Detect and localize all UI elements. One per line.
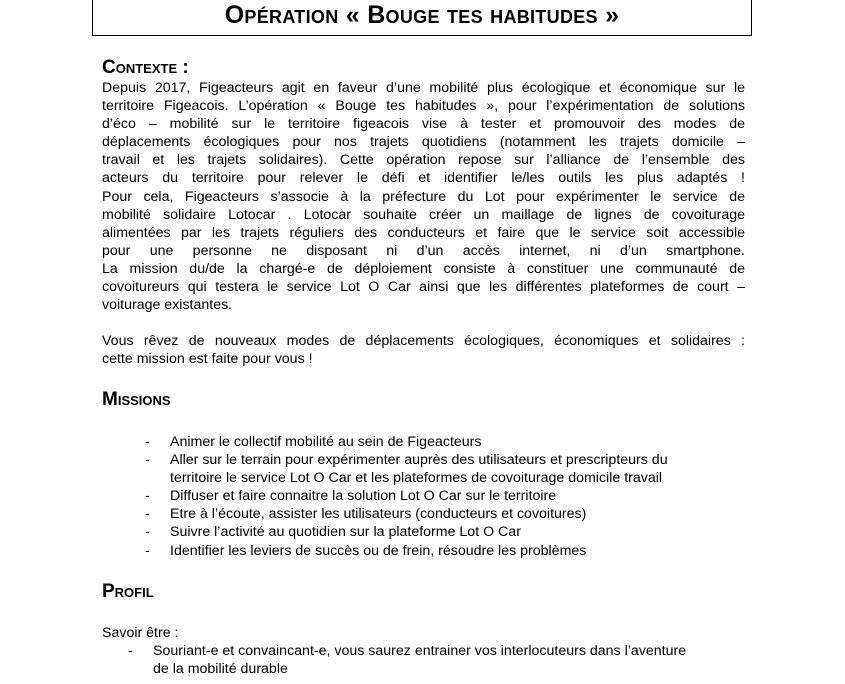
list-item-line: territoire le service Lot O Car et les plateformes de covoiturage domicile travail xyxy=(170,470,663,487)
contexte-paragraph xyxy=(102,79,745,314)
list-item-line: - Diffuser et faire connaitre la solution Lot O Car sur le territoire xyxy=(170,488,557,505)
paragraph-line: territoire Figeacois. L’opération « Bouge tes habitudes », pour l’expérimentation de solutions xyxy=(102,98,745,115)
list-item xyxy=(145,505,668,523)
paragraph-line: mobilité solidaire Lotocar . Lotocar souhaite créer un maillage de lignes de covoiturage xyxy=(102,206,745,223)
list-item-line: - Etre à l’écoute, assister les utilisateurs (conducteurs et covoitures) xyxy=(170,506,587,523)
list-item-line: - Suivre l’activité au quotidien sur la plateforme Lot O Car xyxy=(170,524,521,541)
contexte-closing-paragraph xyxy=(102,332,745,368)
list-item-line: de la mobilité durable xyxy=(153,661,288,678)
list-item xyxy=(128,642,686,678)
list-item-line: - Identifier les leviers de succès ou de frein, résoudre les problèmes xyxy=(170,542,587,559)
title-box xyxy=(92,0,752,36)
list-item xyxy=(145,487,668,505)
list-item-line: - Aller sur le terrain pour expérimenter auprès des utilisateurs et prescripteurs du xyxy=(170,452,668,469)
missions-list xyxy=(145,433,668,560)
page-title: Opération « Bouge tes habitudes » xyxy=(224,1,620,29)
paragraph-line: covoitureurs qui testera le service Lot O Car ainsi que les différentes plateformes de court – xyxy=(102,279,745,296)
missions-heading: Missions xyxy=(102,389,171,410)
list-item xyxy=(145,451,668,487)
paragraph-line: travail et les trajets solidaires). Cette opération repose sur l’alliance de l’ensemble des xyxy=(102,152,745,169)
paragraph-line: voiturage existantes. xyxy=(102,297,233,314)
paragraph-line: déplacements écologiques pour nos trajets quotidiens (notamment les trajets domicile – xyxy=(102,134,745,151)
profil-heading: Profil xyxy=(102,581,154,602)
paragraph-line: Depuis 2017, Figeacteurs agit en faveur d’une mobilité plus écologique et économique sur le xyxy=(102,80,745,96)
paragraph-line: cette mission est faite pour vous ! xyxy=(102,351,313,368)
contexte-heading: Contexte : xyxy=(102,57,189,78)
list-item-line: - Souriant-e et convaincant-e, vous saurez entrainer vos interlocuteurs dans l’aventure xyxy=(153,643,687,659)
paragraph-line: Vous rêvez de nouveaux modes de déplacements écologiques, économiques et solidaires : xyxy=(102,333,745,349)
savoir-etre-label: Savoir être : xyxy=(102,625,179,641)
paragraph-line: alimentées par les trajets réguliers des conducteurs et faire que le service soit accessible xyxy=(102,224,745,241)
profil-list xyxy=(128,642,686,678)
paragraph-line: d’éco – mobilité sur le territoire figeacois vise à tester et promouvoir des modes de xyxy=(102,116,745,133)
list-item xyxy=(145,542,668,560)
paragraph-line: pour une personne ne disposant ni d’un accès internet, ni d’un smartphone. xyxy=(102,242,745,259)
paragraph-line: La mission du/de la chargé-e de déploiement consiste à constituer une communauté de xyxy=(102,260,745,277)
list-item xyxy=(145,523,668,541)
list-item-line: - Animer le collectif mobilité au sein de Figeacteurs xyxy=(170,434,482,450)
list-item xyxy=(145,433,668,451)
paragraph-line: acteurs du territoire pour relever le défi et identifier le/les outils les plus adaptés ! xyxy=(102,170,745,187)
paragraph-line: Pour cela, Figeacteurs s’associe à la préfecture du Lot pour expérimenter le service de xyxy=(102,188,745,205)
